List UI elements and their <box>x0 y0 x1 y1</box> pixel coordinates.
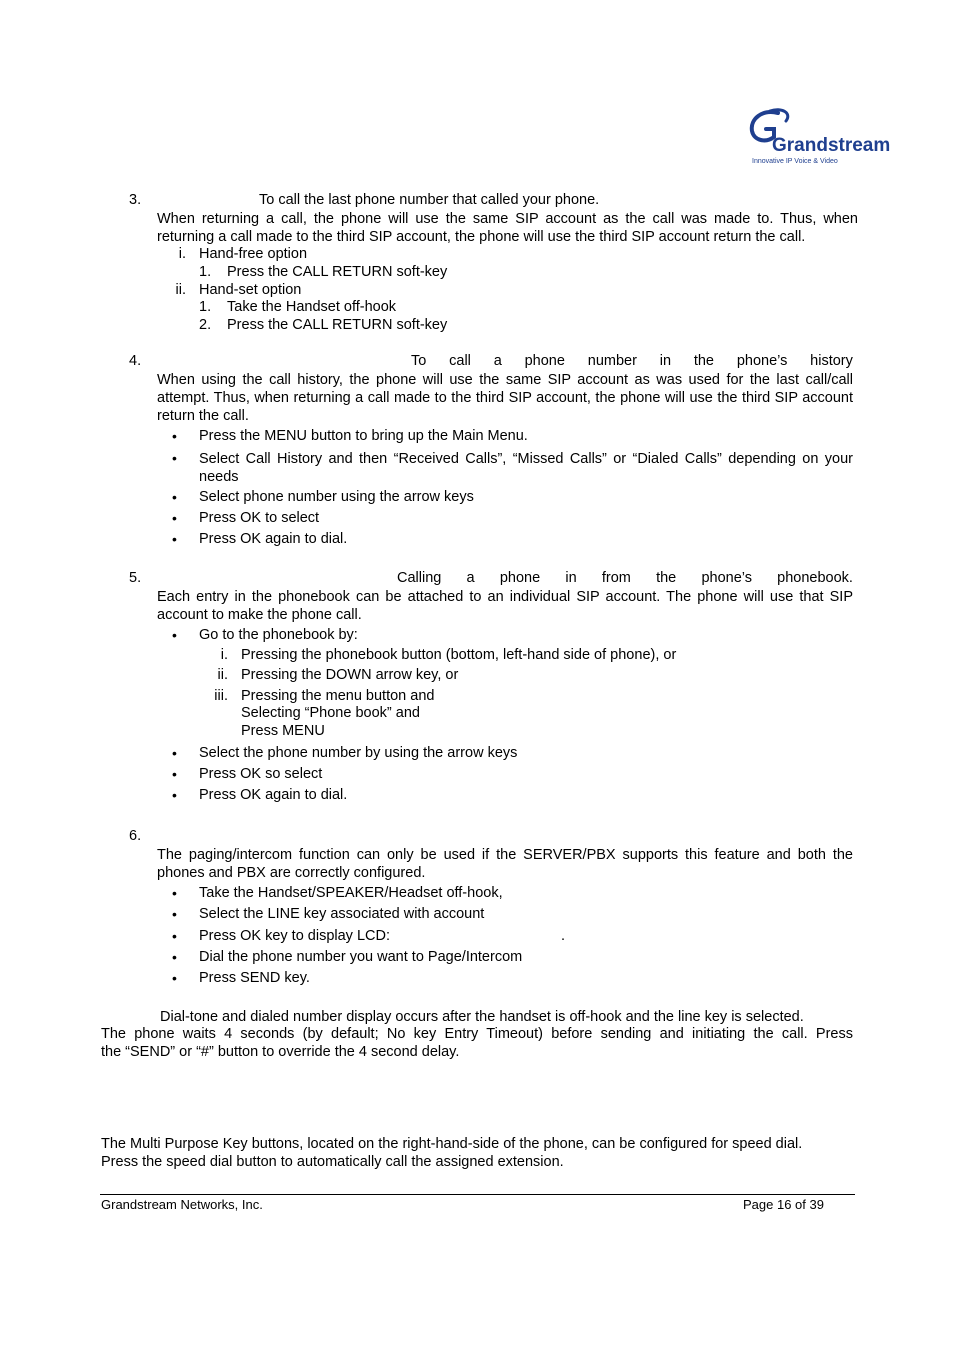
speed-dial-line: The Multi Purpose Key buttons, located on the right-hand-side of the phone, can be configured for speed dial. <box>101 1136 803 1152</box>
note-line: Dial-tone and dialed number display occurs after the handset is off-hook and the line key is selected. <box>160 1009 804 1025</box>
section4-bullet: Press the MENU button to bring up the Main Menu. <box>199 428 528 444</box>
section5-sub-item: Pressing the phonebook button (bottom, left-hand side of phone), or <box>241 647 677 663</box>
section6-bullet: Press OK key to display LCD: <box>199 928 390 944</box>
section3-intro: To call the last phone number that called your phone. <box>259 192 600 208</box>
section6-bullet: Take the Handset/SPEAKER/Headset off-hook, <box>199 885 503 901</box>
footer-page-number: Page 16 of 39 <box>743 1197 824 1212</box>
section5-sub-item-cont: Press MENU <box>241 723 325 739</box>
section3-opt1-num: i. <box>178 246 186 262</box>
section3-opt2-step-num: 2. <box>199 317 212 333</box>
bullet-icon: • <box>172 745 177 761</box>
section4-intro: To call a phone number in the phone’s history <box>411 353 853 369</box>
section5-bullet: Press OK so select <box>199 766 323 782</box>
footer-company: Grandstream Networks, Inc. <box>101 1197 263 1212</box>
bullet-icon: • <box>172 787 177 803</box>
section3-opt1: Hand-free option <box>199 246 308 262</box>
section4-bullet: Press OK again to dial. <box>199 531 348 547</box>
bullet-icon: • <box>172 531 177 547</box>
bullet-icon: • <box>172 450 177 466</box>
speed-dial-line: Press the speed dial button to automatically call the assigned extension. <box>101 1154 564 1170</box>
section5-bullet: Select the phone number by using the arrow keys <box>199 745 518 761</box>
section5-intro: Calling a phone in from the phone’s phonebook. <box>397 570 853 586</box>
section5-number: 5. <box>129 570 142 586</box>
section6-bullet: Press SEND key. <box>199 970 310 986</box>
section4-bullet: Select Call History and then “Received Calls”, “Missed Calls” or “Dialed Calls” depending on your needs <box>199 451 853 485</box>
section5-sub-item: Pressing the menu button and <box>241 688 435 704</box>
section4-body: When using the call history, the phone will use the same SIP account as was used for the last call/call attempt. Thus, when returning a call made to the third SIP account, the phone will use the third SIP account return the call. <box>157 372 853 424</box>
bullet-icon: • <box>172 627 177 643</box>
section6-bullet: Select the LINE key associated with account <box>199 906 485 922</box>
bullet-icon: • <box>172 906 177 922</box>
bullet-icon: • <box>172 428 177 444</box>
section5-bullet: Go to the phonebook by: <box>199 627 358 643</box>
section3-body: When returning a call, the phone will use the same SIP account as the call was made to. Thus, when returning a call made to the third SIP account, the phone will use the third SIP account return the call. <box>157 211 858 245</box>
section6-lcd-suffix: . <box>561 928 566 944</box>
bullet-icon: • <box>172 510 177 526</box>
section3-opt1-step: Press the CALL RETURN soft-key <box>227 264 448 280</box>
logo-brand: Grandstream <box>772 135 891 156</box>
footer-divider <box>100 1194 855 1195</box>
bullet-icon: • <box>172 885 177 901</box>
section3-number: 3. <box>129 192 142 208</box>
section5-sub-item-cont: Selecting “Phone book” and <box>241 705 420 721</box>
section6-bullet: Dial the phone number you want to Page/Intercom <box>199 949 523 965</box>
bullet-icon: • <box>172 928 177 944</box>
section5-sub-num: i. <box>220 647 228 663</box>
section5-sub-num: ii. <box>217 667 228 683</box>
section4-number: 4. <box>129 353 142 369</box>
note-line: the “SEND” or “#” button to override the 4 second delay. <box>101 1044 460 1060</box>
section3-opt2-step: Take the Handset off-hook <box>227 299 397 315</box>
section5-sub-item: Pressing the DOWN arrow key, or <box>241 667 459 683</box>
bullet-icon: • <box>172 489 177 505</box>
section5-body: Each entry in the phonebook can be attached to an individual SIP account. The phone will use that SIP account to make the phone call. <box>157 589 853 623</box>
grandstream-logo <box>748 107 891 167</box>
section5-sub-num: iii. <box>214 688 228 704</box>
section6-number: 6. <box>129 828 142 844</box>
section3-opt2-num: ii. <box>175 282 186 298</box>
section4-bullet: Press OK to select <box>199 510 320 526</box>
section4-bullet: Select phone number using the arrow keys <box>199 489 474 505</box>
section3-opt1-step-num: 1. <box>199 264 212 280</box>
note-line: The phone waits 4 seconds (by default; No key Entry Timeout) before sending and initiating the call. Press <box>101 1026 853 1042</box>
section3-opt2: Hand-set option <box>199 282 302 298</box>
bullet-icon: • <box>172 949 177 965</box>
section5-bullet: Press OK again to dial. <box>199 787 348 803</box>
section3-opt2-step-num: 1. <box>199 299 212 315</box>
bullet-icon: • <box>172 970 177 986</box>
section3-opt2-step: Press the CALL RETURN soft-key <box>227 317 448 333</box>
section6-body: The paging/intercom function can only be used if the SERVER/PBX supports this feature and both the phones and PBX are correctly configured. <box>157 847 853 881</box>
bullet-icon: • <box>172 766 177 782</box>
logo-tagline: Innovative IP Voice & Video <box>752 158 838 165</box>
